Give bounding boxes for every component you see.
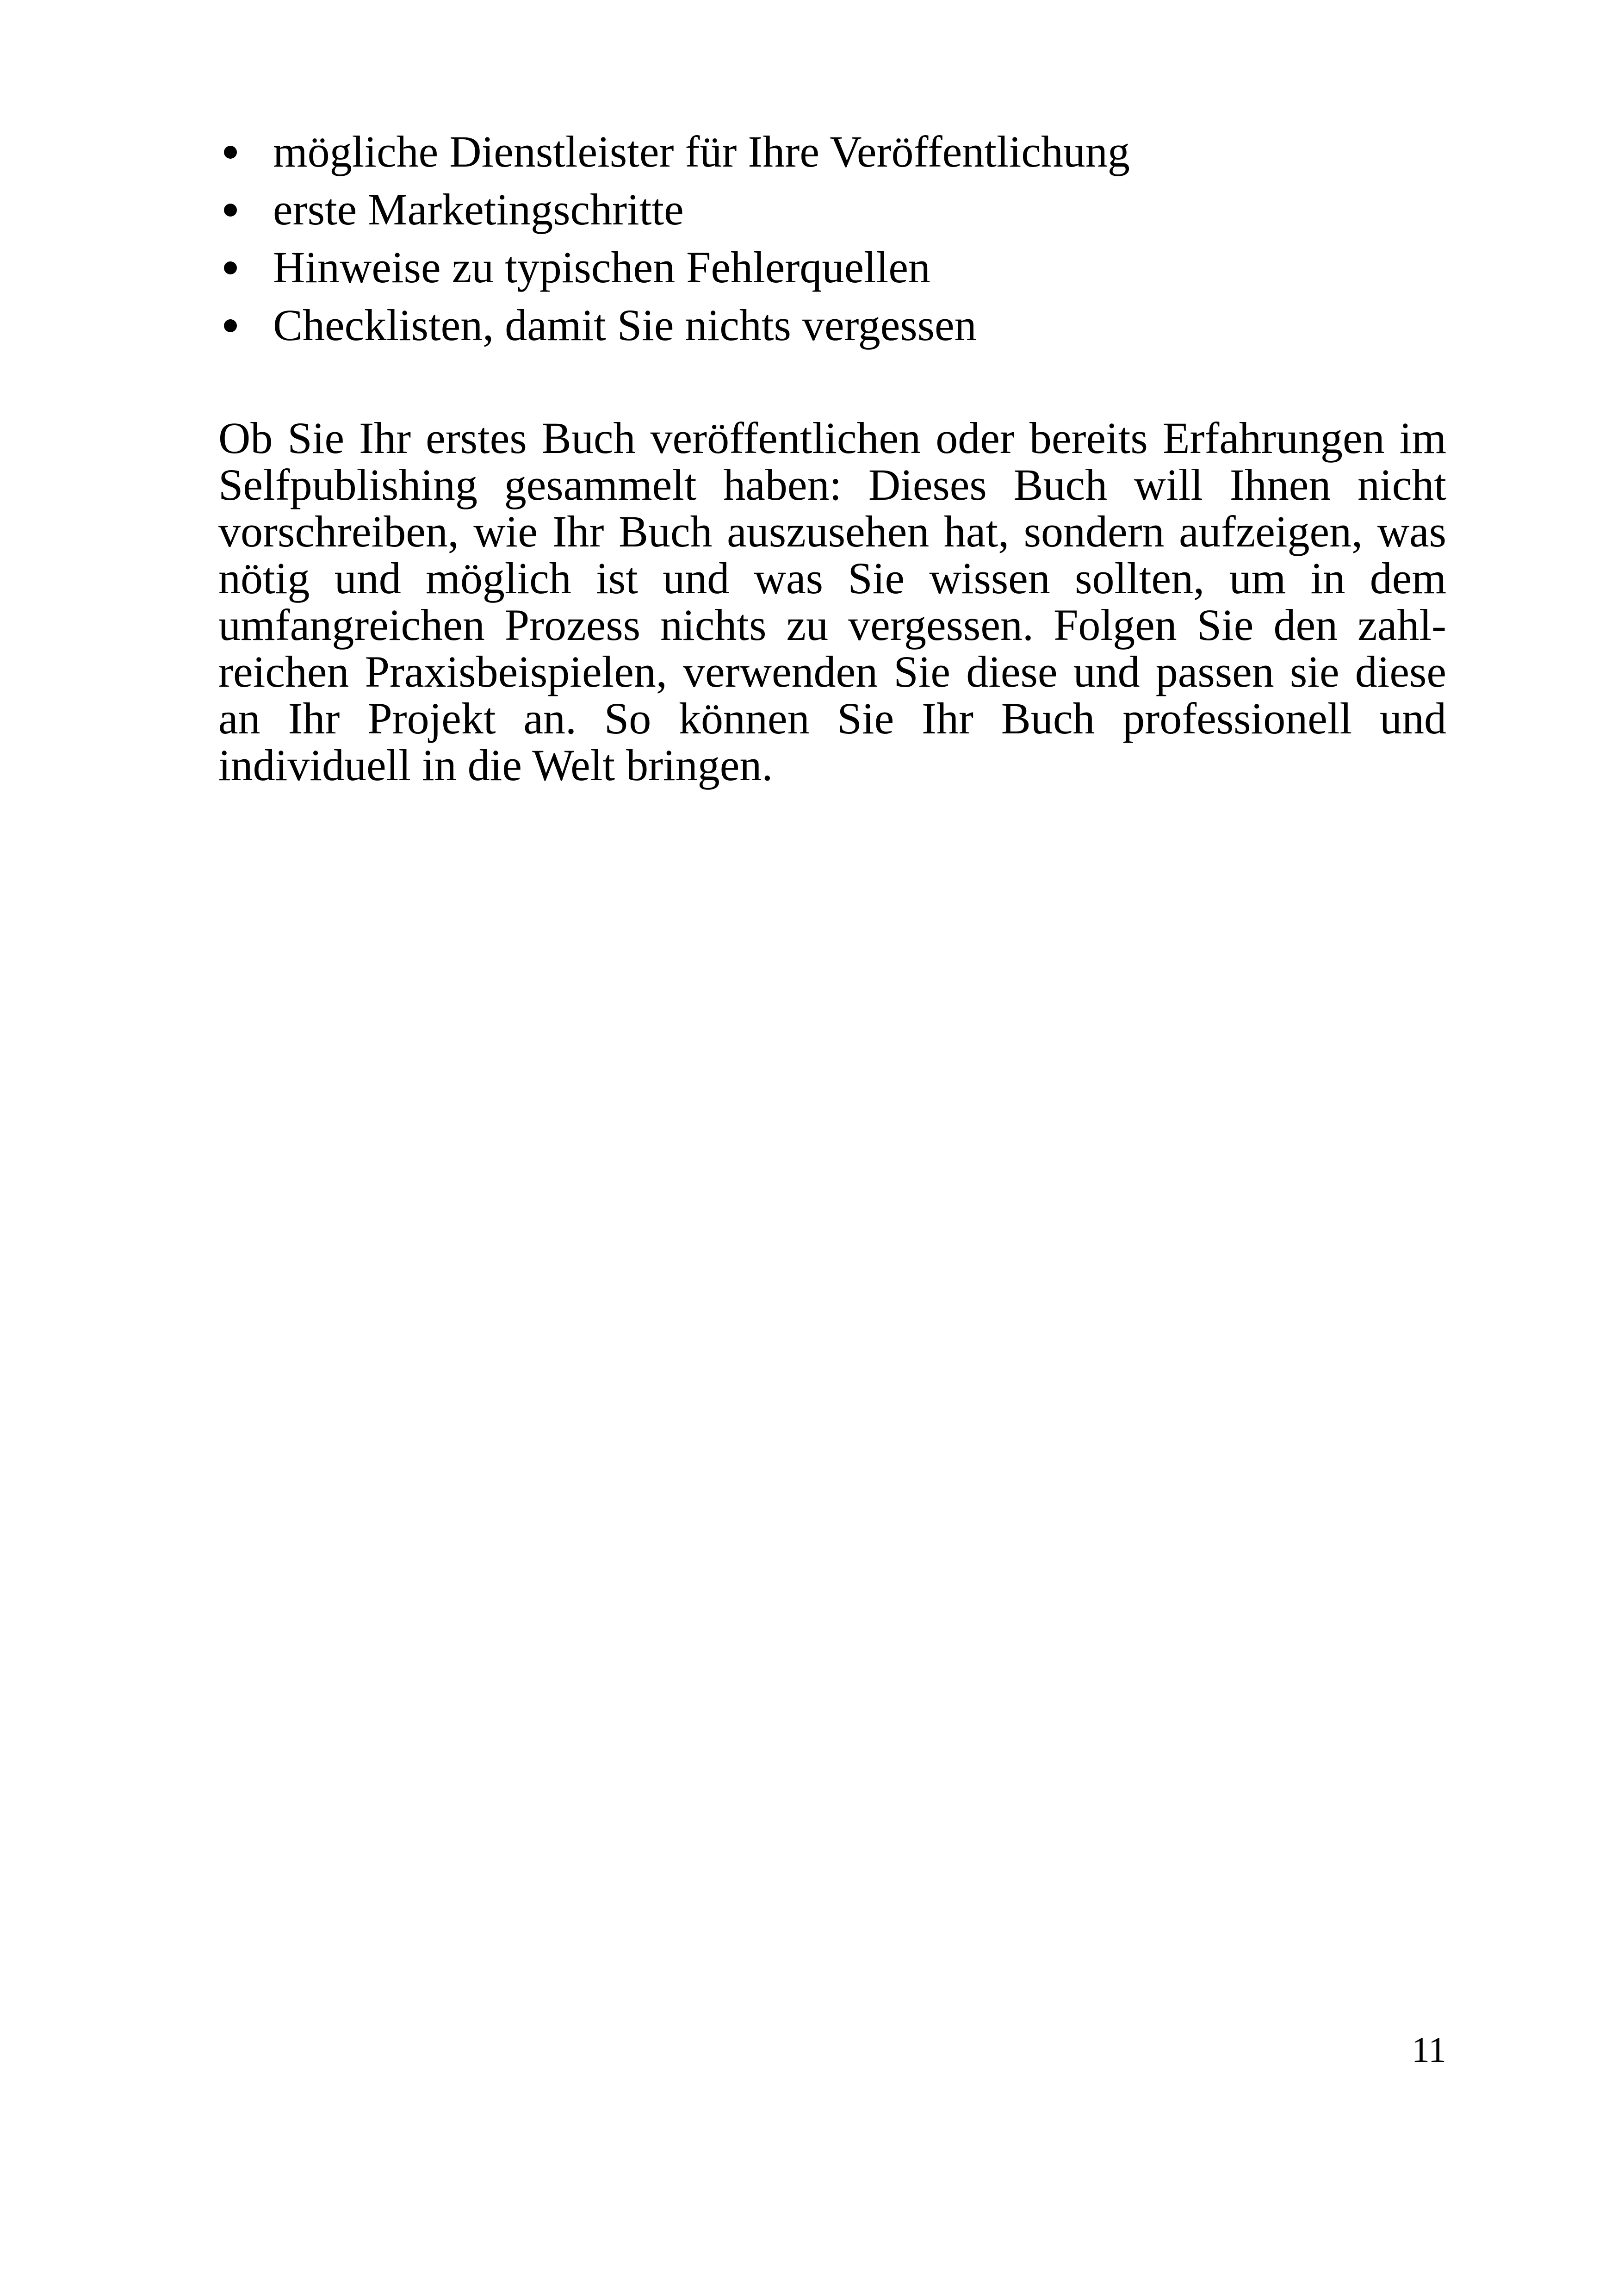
bullet-icon xyxy=(224,204,237,217)
bullet-icon xyxy=(224,146,237,159)
bullet-list xyxy=(218,123,1449,354)
list-item-text: Hinweise zu typischen Fehlerquellen xyxy=(273,242,930,292)
bullet-icon xyxy=(224,261,237,274)
list-item xyxy=(218,180,1449,238)
list-item-text: erste Marketingschritte xyxy=(273,185,684,234)
body-paragraph: Ob Sie Ihr erstes Buch veröffentlichen oder bereits Erfahrungen im Selfpublishing gesammelt haben: Dieses Buch will Ihnen nicht vorschreiben, wie Ihr Buch auszusehen hat, sondern aufzeigen, was nötig und möglich ist und was Sie wissen sollten, um in dem umfangreichen Prozess nichts zu vergessen. Folgen Sie den zahlreichen Praxisbeispielen, verwenden Sie diese und passen sie diese an Ihr Projekt an. So können Sie Ihr Buch professionell und individuell in die Welt bringen. xyxy=(218,413,1446,790)
page-number: 11 xyxy=(1411,2029,1446,2070)
list-item-text: mögliche Dienstleister für Ihre Veröffentlichung xyxy=(273,127,1130,176)
list-item xyxy=(218,296,1449,354)
list-item xyxy=(218,238,1449,296)
list-item-text: Checklisten, damit Sie nichts vergessen xyxy=(273,300,977,350)
bullet-icon xyxy=(224,319,237,332)
list-item xyxy=(218,123,1449,180)
